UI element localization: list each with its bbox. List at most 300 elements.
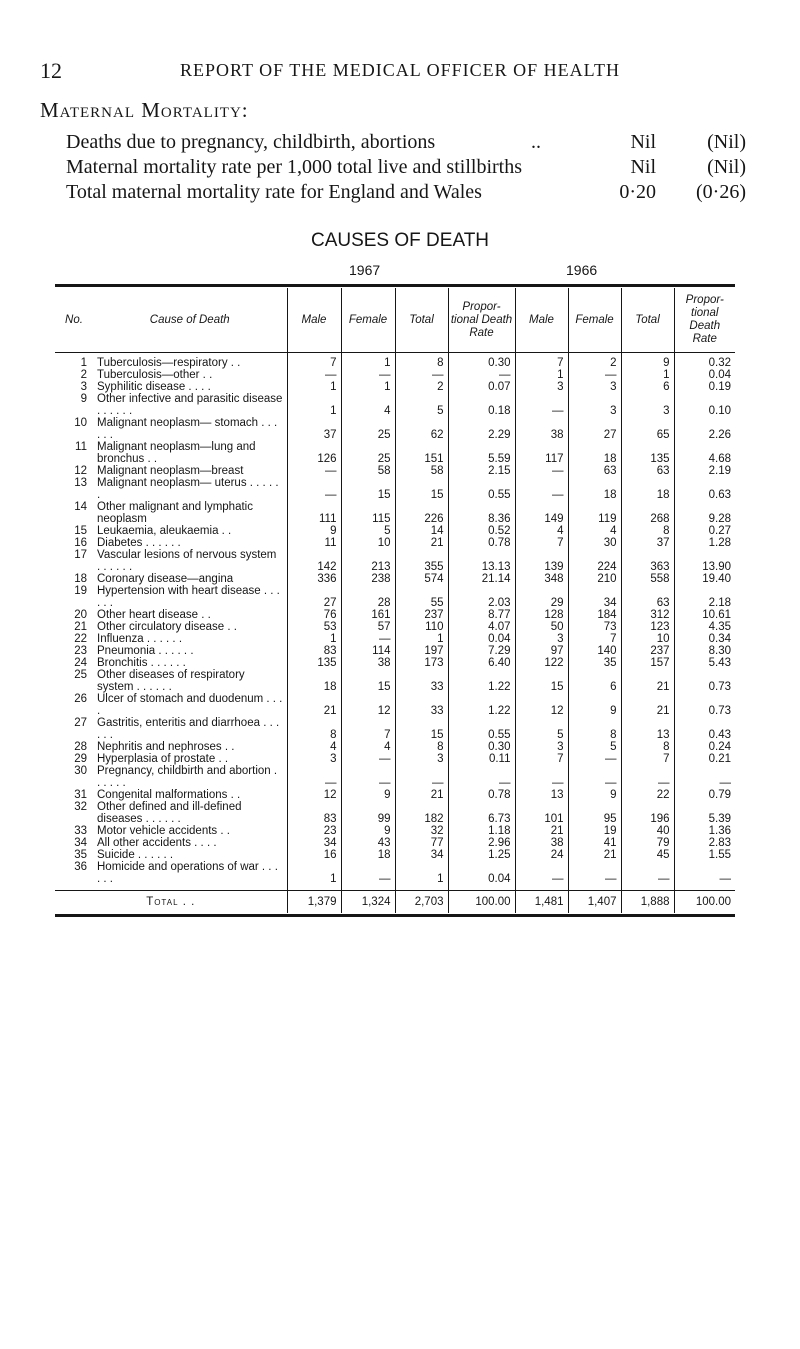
male-1966: 101 [515,801,568,825]
row-number: 16 [74,537,87,549]
table-row [55,609,735,621]
total-1967: — [395,369,448,381]
total-1966: — [621,861,674,891]
male-1967: 37 [287,417,341,441]
rate-1966: 0.32 [708,357,731,369]
rate-1967: 0.11 [448,753,515,765]
row-cause: Diabetes . . . . . . [93,537,287,549]
row-cause: Other heart disease . . [93,609,287,621]
total-1967: 21 [395,789,448,801]
header-female-1966: Female [568,288,621,353]
female-1966: 63 [568,465,621,477]
male-1966: 7 [515,353,568,370]
male-1966: 29 [515,585,568,609]
total-1966: 1 [621,369,674,381]
row-cause: Tuberculosis—respiratory . . [93,353,287,370]
female-1967: 15 [341,669,395,693]
female-1967: 18 [341,849,395,861]
female-1966: 27 [568,417,621,441]
table-row [55,741,735,753]
male-1966: 13 [515,789,568,801]
causes-of-death-title: CAUSES OF DEATH [310,230,490,251]
rate-1966: 1.55 [708,849,731,861]
table-row [55,669,735,693]
female-1966: 18 [568,477,621,501]
total-1966: 6 [621,381,674,393]
rate-1967: 6.73 [448,801,515,825]
total-1966: 157 [621,657,674,669]
rate-1967: 2.29 [448,417,515,441]
total-1966: 13 [621,717,674,741]
male-1967: 135 [287,657,341,669]
female-1966: 184 [568,609,621,621]
rate-1966: 13.90 [702,561,731,573]
total-1967: 574 [395,573,448,585]
table-body [55,353,735,891]
total-1967: 15 [395,477,448,501]
male-1966: 50 [515,621,568,633]
rate-1966: 2.26 [708,429,731,441]
total-female-1966: 1,407 [568,891,621,914]
male-1966: 15 [515,669,568,693]
rate-1967: 0.78 [448,789,515,801]
female-1967: 99 [341,801,395,825]
female-1966: 4 [568,525,621,537]
male-1967: 9 [287,525,341,537]
table-row [55,837,735,849]
row-cause: Malignant neoplasm— uterus . . . . . . [93,477,287,501]
male-1966: 12 [515,693,568,717]
total-1967: 33 [395,669,448,693]
female-1966: 140 [568,645,621,657]
female-1966: 3 [568,393,621,417]
row-cause: Other circulatory disease . . [93,621,287,633]
row-number: 12 [74,465,87,477]
maternal-line-text: Deaths due to pregnancy, childbirth, abortions [66,131,436,153]
total-1967: 14 [395,525,448,537]
row-cause: Pneumonia . . . . . . [93,645,287,657]
female-1966: 34 [568,585,621,609]
total-rate-1967: 100.00 [448,891,515,914]
row-number: 29 [74,753,87,765]
female-1966: — [568,861,621,891]
table-row [55,693,735,717]
total-1967: 226 [395,501,448,525]
row-number: 27 [74,717,87,729]
male-1966: 4 [515,525,568,537]
row-number: 31 [74,789,87,801]
table-row [55,369,735,381]
rate-1966: 2.18 [708,597,731,609]
female-1967: 10 [341,537,395,549]
female-1966: 7 [568,633,621,645]
male-1966: 24 [515,849,568,861]
table-top-rule [55,284,735,287]
row-cause: Congenital malformations . . [93,789,287,801]
total-female-1967: 1,324 [341,891,395,914]
row-number: 26 [74,693,87,705]
table-row [55,537,735,549]
male-1967: 34 [287,837,341,849]
rate-1967: 0.55 [448,717,515,741]
female-1967: 9 [341,825,395,837]
female-1967: 213 [341,549,395,573]
male-1967: 3 [287,753,341,765]
male-1967: 7 [287,353,341,370]
female-1966: 224 [568,549,621,573]
row-cause: All other accidents . . . . [93,837,287,849]
female-1967: 15 [341,477,395,501]
female-1966: 119 [568,501,621,525]
maternal-line-text: Maternal mortality rate per 1,000 total live and stillbirths [66,156,522,178]
row-cause: Influenza . . . . . . [93,633,287,645]
total-1966: 123 [621,621,674,633]
total-1966: 37 [621,537,674,549]
male-1966: 3 [515,741,568,753]
header-rate-1966: Propor-tional Death Rate [674,288,735,353]
rate-1966: 2.83 [708,837,731,849]
male-1966: 128 [515,609,568,621]
maternal-line-value: Nil [630,156,656,178]
row-number: 28 [74,741,87,753]
female-1967: 57 [341,621,395,633]
table-header-row [55,288,735,353]
rate-1966: 0.21 [708,753,731,765]
table-bottom-rule [55,914,735,917]
female-1967: 4 [341,741,395,753]
row-cause: Leukaemia, aleukaemia . . [93,525,287,537]
female-1966: — [568,753,621,765]
row-cause: Suicide . . . . . . [93,849,287,861]
male-1966: 38 [515,417,568,441]
rate-1966: 5.39 [708,813,731,825]
rate-1966: 10.61 [702,609,731,621]
row-number: 18 [74,573,87,585]
table-row [55,353,735,370]
row-cause: Vascular lesions of nervous system . . . . . . [93,549,287,573]
male-1966: 139 [515,549,568,573]
rate-1967: 8.36 [448,501,515,525]
maternal-line-previous: (Nil) [707,156,746,178]
rate-1967: 0.52 [448,525,515,537]
row-cause: Other infective and parasitic disease . . . . . . [93,393,287,417]
male-1967: 1 [287,861,341,891]
total-1966: 8 [621,741,674,753]
female-1966: 95 [568,801,621,825]
male-1966: — [515,477,568,501]
total-1967: 1 [395,861,448,891]
row-cause: Motor vehicle accidents . . [93,825,287,837]
rate-1967: 8.77 [448,609,515,621]
row-cause: Tuberculosis—other . . [93,369,287,381]
row-number: 20 [74,609,87,621]
header-male-1967: Male [287,288,341,353]
female-1966: — [568,765,621,789]
total-1967: 8 [395,353,448,370]
rate-1967: 2.15 [448,465,515,477]
female-1966: 18 [568,441,621,465]
rate-1966: 19.40 [702,573,731,585]
row-number: 9 [80,393,87,405]
male-1967: 336 [287,573,341,585]
row-number: 35 [74,849,87,861]
header-cause: Cause of Death [93,288,287,353]
row-number: 13 [74,477,87,489]
female-1967: 43 [341,837,395,849]
total-1966: 63 [621,585,674,609]
male-1967: 1 [287,381,341,393]
year-previous: 1966 [566,262,598,278]
row-cause: Homicide and operations of war . . . . . . [93,861,287,891]
row-cause: Malignant neoplasm—breast [93,465,287,477]
table-row [55,789,735,801]
female-1966: 5 [568,741,621,753]
rate-1967: 0.04 [448,861,515,891]
total-1966: 21 [621,669,674,693]
table-row [55,501,735,525]
row-number: 2 [80,369,87,381]
rate-1967: 1.22 [448,669,515,693]
table-row [55,441,735,465]
row-number: 23 [74,645,87,657]
table-row [55,645,735,657]
male-1967: 27 [287,585,341,609]
row-number: 22 [74,633,87,645]
female-1966: 8 [568,717,621,741]
male-1966: 97 [515,645,568,657]
rate-1966: 0.34 [708,633,731,645]
table-row [55,633,735,645]
total-1967: 33 [395,693,448,717]
total-1967: 110 [395,621,448,633]
rate-1967: 0.30 [448,353,515,370]
female-1967: 25 [341,441,395,465]
row-cause: Other defined and ill-defined diseases . . . . . . [93,801,287,825]
rate-1967: 7.29 [448,645,515,657]
total-1966: 45 [621,849,674,861]
female-1967: 9 [341,789,395,801]
total-1966: 8 [621,525,674,537]
total-1966: 10 [621,633,674,645]
total-1967: 1 [395,633,448,645]
female-1966: 41 [568,837,621,849]
male-1967: 1 [287,393,341,417]
row-cause: Gastritis, enteritis and diarrhoea . . . . . . [93,717,287,741]
male-1967: 1 [287,633,341,645]
male-1967: 11 [287,537,341,549]
total-1966: 3 [621,393,674,417]
maternal-mortality-title: Maternal Mortality: [40,98,249,122]
total-male-1967: 1,379 [287,891,341,914]
maternal-line-value: 0·20 [619,181,656,203]
total-1966: 237 [621,645,674,657]
total-1967: 32 [395,825,448,837]
table-row [55,381,735,393]
female-1967: 25 [341,417,395,441]
rate-1967: 6.40 [448,657,515,669]
male-1967: 4 [287,741,341,753]
row-cause: Coronary disease—angina [93,573,287,585]
male-1967: 126 [287,441,341,465]
female-1967: — [341,861,395,891]
rate-1966: 2.19 [708,465,731,477]
rate-1967: 0.30 [448,741,515,753]
female-1966: 73 [568,621,621,633]
male-1966: 117 [515,441,568,465]
total-1966: 312 [621,609,674,621]
male-1966: — [515,765,568,789]
row-cause: Nephritis and nephroses . . [93,741,287,753]
table-row [55,465,735,477]
male-1967: 18 [287,669,341,693]
total-1967: 58 [395,465,448,477]
total-1967: 62 [395,417,448,441]
female-1966: 2 [568,353,621,370]
total-1967: 355 [395,549,448,573]
maternal-line-value: Nil [630,131,656,153]
rate-1966: 0.27 [708,525,731,537]
row-number: 10 [74,417,87,429]
total-1966: 79 [621,837,674,849]
total-1966: 268 [621,501,674,525]
total-total-1966: 1,888 [621,891,674,914]
male-1966: 3 [515,633,568,645]
rate-1966: 5.43 [708,657,731,669]
row-number: 3 [80,381,87,393]
female-1966: — [568,369,621,381]
female-1966: 3 [568,381,621,393]
total-1966: 65 [621,417,674,441]
female-1967: 114 [341,645,395,657]
female-1966: 19 [568,825,621,837]
male-1966: 21 [515,825,568,837]
table-row [55,573,735,585]
total-1966: 18 [621,477,674,501]
year-current: 1967 [349,262,381,278]
row-cause: Malignant neoplasm—lung and bronchus . . [93,441,287,465]
male-1967: 12 [287,789,341,801]
male-1966: 5 [515,717,568,741]
female-1967: 4 [341,393,395,417]
row-number: 25 [74,669,87,681]
table-row [55,393,735,417]
table-row [55,849,735,861]
row-cause: Malignant neoplasm— stomach . . . . . . [93,417,287,441]
female-1967: 1 [341,353,395,370]
male-1967: — [287,477,341,501]
rate-1967: 5.59 [448,441,515,465]
rate-1966: 9.28 [708,513,731,525]
table-row [55,825,735,837]
rate-1966: 0.10 [708,405,731,417]
row-cause: Hypertension with heart disease . . . . . . [93,585,287,609]
male-1967: — [287,765,341,789]
rate-1967: 0.55 [448,477,515,501]
male-1967: 23 [287,825,341,837]
female-1967: — [341,633,395,645]
row-number: 17 [74,549,87,561]
row-cause: Bronchitis . . . . . . [93,657,287,669]
rate-1966: 0.73 [708,681,731,693]
total-1966: — [621,765,674,789]
row-number: 21 [74,621,87,633]
total-label: Total . . [55,891,287,914]
rate-1967: 0.18 [448,393,515,417]
table-row [55,861,735,891]
total-1967: 15 [395,717,448,741]
header-total-1967: Total [395,288,448,353]
female-1967: 5 [341,525,395,537]
total-1967: 151 [395,441,448,465]
maternal-line-text: Total maternal mortality rate for England and Wales [66,181,482,203]
male-1966: 348 [515,573,568,585]
row-number: 14 [74,501,87,513]
table-row [55,753,735,765]
total-1967: 182 [395,801,448,825]
total-1967: 237 [395,609,448,621]
female-1967: 38 [341,657,395,669]
row-number: 36 [74,861,87,873]
table-row [55,477,735,501]
rate-1966: 1.36 [708,825,731,837]
female-1966: 21 [568,849,621,861]
total-row [55,891,735,914]
rate-1966: 4.35 [708,621,731,633]
row-number: 32 [74,801,87,813]
rate-1967: 1.18 [448,825,515,837]
female-1966: 30 [568,537,621,549]
male-1967: 21 [287,693,341,717]
page-number: 12 [40,58,62,83]
rate-1966: 4.68 [708,453,731,465]
row-cause: Ulcer of stomach and duodenum . . . . [93,693,287,717]
maternal-line-previous: (0·26) [696,181,746,203]
total-1966: 7 [621,753,674,765]
row-cause: Hyperplasia of prostate . . [93,753,287,765]
total-1966: 363 [621,549,674,573]
male-1967: — [287,465,341,477]
maternal-line-previous: (Nil) [707,131,746,153]
row-cause: Other malignant and lymphatic neoplasm [93,501,287,525]
male-1966: 1 [515,369,568,381]
male-1967: 111 [287,501,341,525]
rate-1966: 0.43 [708,729,731,741]
table-row [55,621,735,633]
total-rate-1966: 100.00 [674,891,735,914]
header-rate-1967: Propor-tional Death Rate [448,288,515,353]
male-1967: 142 [287,549,341,573]
table-row [55,549,735,573]
rate-1966: — [719,873,731,885]
male-1966: 149 [515,501,568,525]
rate-1966: 0.04 [708,369,731,381]
rate-1966: 0.19 [708,381,731,393]
female-1967: — [341,765,395,789]
table-row [55,765,735,789]
table-row [55,585,735,609]
table-row [55,717,735,741]
rate-1966: — [719,777,731,789]
female-1966: 9 [568,693,621,717]
rate-1967: 0.04 [448,633,515,645]
total-1966: 9 [621,353,674,370]
male-1966: 3 [515,381,568,393]
row-number: 33 [74,825,87,837]
female-1967: 7 [341,717,395,741]
table-row [55,657,735,669]
total-1967: — [395,765,448,789]
female-1966: 210 [568,573,621,585]
